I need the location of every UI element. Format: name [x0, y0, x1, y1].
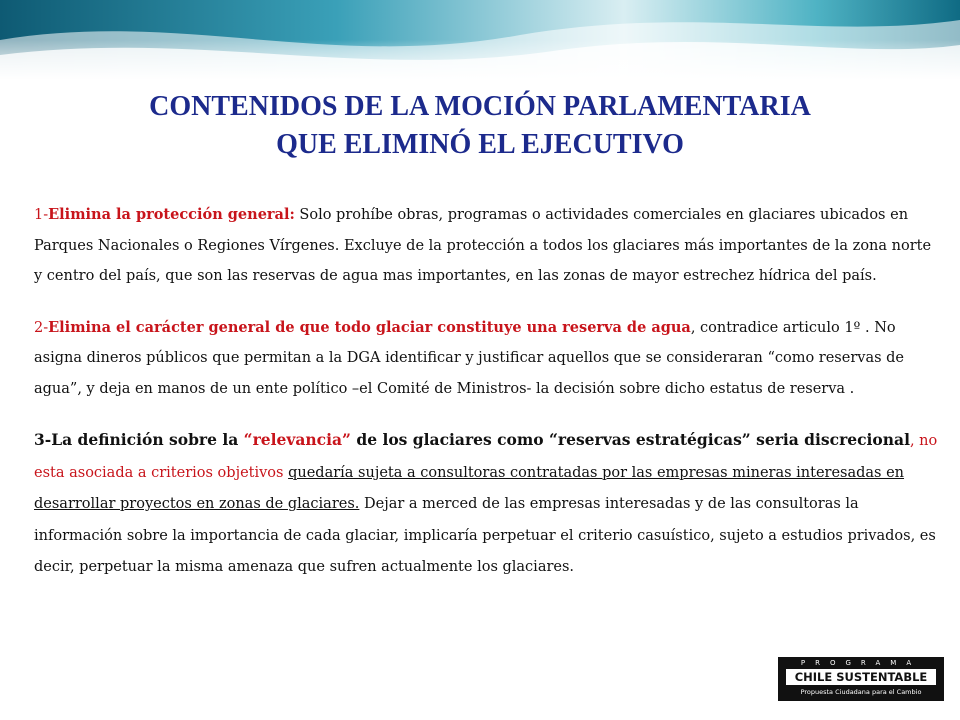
title-line-1: CONTENIDOS DE LA MOCIÓN PARLAMENTARIA: [149, 91, 811, 122]
p3-relevancia: “relevancia”: [243, 430, 351, 449]
title-line-2: QUE ELIMINÓ EL EJECUTIVO: [276, 129, 684, 160]
wave-graphic: [0, 0, 960, 80]
paragraph-2: [34, 313, 939, 405]
p3-underlined-text: quedaría sujeta a consultoras contratadas por las empresas mineras interesadas en desarrollar proyectos en zonas de glaciares.: [34, 464, 905, 512]
p1-heading: Elimina la protección general:: [48, 206, 295, 223]
content-body: [34, 200, 939, 583]
logo-tagline: Propuesta Ciudadana para el Cambio: [800, 688, 922, 696]
p2-heading: Elimina el carácter general de que todo glaciar constituye una reserva de agua: [48, 318, 691, 336]
p2-number: 2-: [34, 319, 49, 336]
p2-text: , contradice articulo 1º . No asigna dineros públicos que permitan a la DGA identificar y justificar aquellos que se consideraran “como reservas de agua”, y deja en manos de un ente político –el Comité de Ministros- la decisión sobre dicho estatus de reserva .: [34, 319, 905, 397]
logo-programa: PROGRAMA: [800, 659, 922, 667]
p3-red-text: , no esta asociada a criterios objetivos: [34, 433, 938, 481]
p1-number: 1-: [34, 207, 49, 223]
paragraph-3: [34, 425, 939, 583]
header-banner: [0, 0, 960, 80]
logo-name: CHILE SUSTENTABLE: [786, 669, 936, 685]
paragraph-1: [34, 200, 939, 292]
chile-sustentable-logo: [778, 657, 944, 701]
p3-text: Dejar a merced de las empresas interesadas y de las consultoras la información sobre la importancia de cada glaciar, implicaría perpetuar el criterio casuístico, sujeto a estudios privados, es decir, perpetuar la misma amenaza que sufren actualmente los glaciares.: [34, 496, 936, 575]
p1-text: Solo prohíbe obras, programas o actividades comerciales en glaciares ubicados en Parques Nacionales o Regiones Vírgenes. Excluye de la protección a todos los glaciares más importantes de la zona norte y centro del país, que son las reservas de agua mas importantes, en las zonas de mayor estrechez hídrica del país.: [34, 207, 932, 284]
page-title: [0, 88, 960, 164]
p3-heading: de los glaciares como “reservas estratégicas” seria discrecional: [350, 430, 910, 449]
p3-lead: 3-La definición sobre la: [34, 430, 244, 449]
